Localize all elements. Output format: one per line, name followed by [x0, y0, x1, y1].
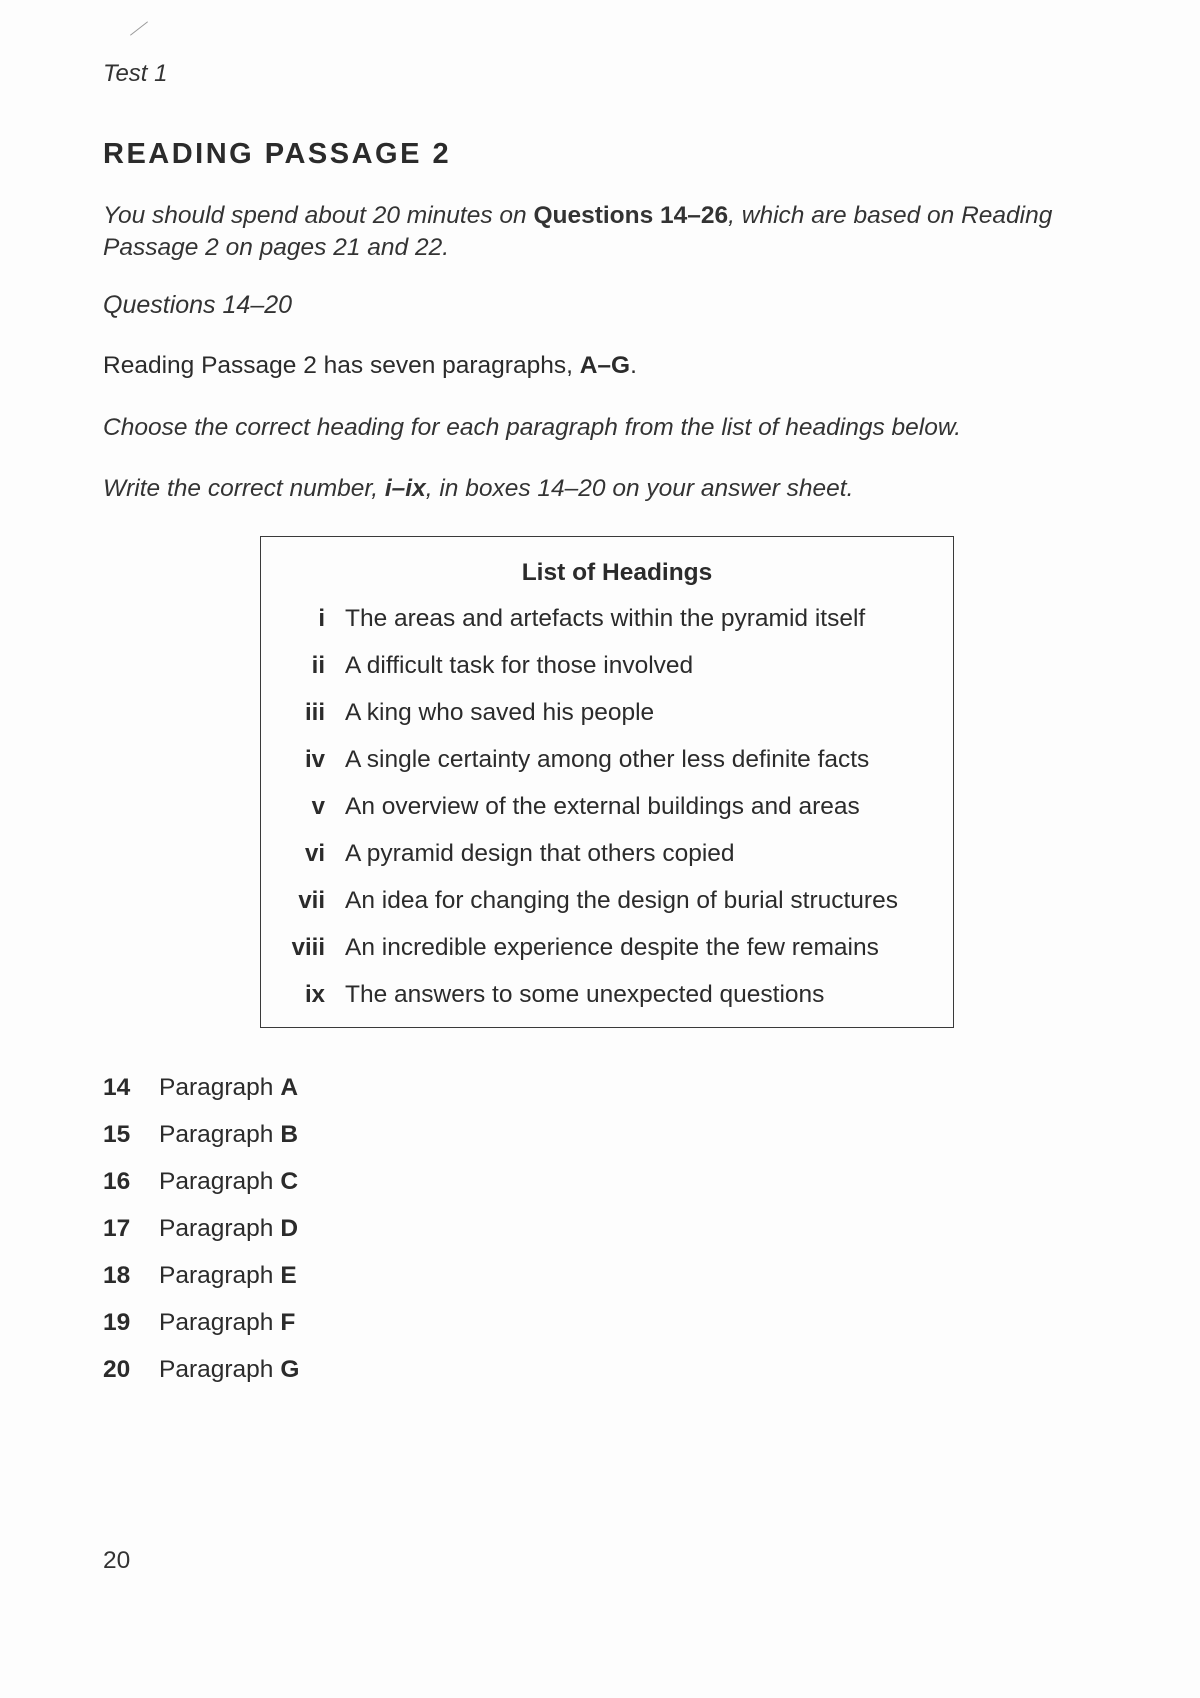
- heading-numeral: ix: [304, 981, 325, 1008]
- heading-text: The areas and artefacts within the pyramid itself: [345, 605, 866, 632]
- page-number: 20: [103, 1547, 131, 1574]
- question-letter: E: [280, 1262, 297, 1289]
- heading-text: A pyramid design that others copied: [345, 840, 735, 867]
- question-label: Paragraph: [159, 1356, 274, 1383]
- question-letter: G: [280, 1356, 300, 1383]
- intro-paragraph: [103, 200, 1113, 264]
- question-label: Paragraph: [159, 1215, 274, 1242]
- question-label: Paragraph: [159, 1262, 274, 1289]
- question-number: 19: [103, 1309, 131, 1336]
- question-letter: F: [280, 1309, 296, 1336]
- headings-box-title: List of Headings: [521, 559, 713, 586]
- question-number: 14: [103, 1074, 131, 1101]
- instruction-1-text: Reading Passage 2 has seven paragraphs,: [103, 352, 580, 379]
- intro-text-1: You should spend about 20 minutes on: [103, 202, 534, 229]
- heading-item: [261, 934, 898, 981]
- question-letter: C: [280, 1168, 299, 1195]
- heading-text: An idea for changing the design of burial structures: [345, 887, 898, 914]
- heading-item: [261, 981, 898, 1028]
- question-item: [103, 1074, 299, 1121]
- heading-numeral: vii: [298, 887, 325, 914]
- question-number: 18: [103, 1262, 131, 1289]
- instruction-choose-heading: Choose the correct heading for each paragraph from the list of headings below.: [103, 414, 962, 441]
- intro-bold: Questions 14–26: [533, 202, 729, 229]
- questions-list: [103, 1074, 299, 1403]
- question-number: 17: [103, 1215, 131, 1242]
- question-label: Paragraph: [159, 1121, 274, 1148]
- running-head: Test 1: [103, 60, 168, 87]
- question-label: Paragraph: [159, 1074, 274, 1101]
- question-item: [103, 1262, 299, 1309]
- instruction-1-bold: A–G: [579, 352, 631, 379]
- question-range: Questions 14–20: [103, 291, 293, 319]
- question-item: [103, 1356, 299, 1403]
- question-number: 15: [103, 1121, 131, 1148]
- heading-item: [261, 793, 898, 840]
- question-item: [103, 1121, 299, 1168]
- heading-numeral: v: [311, 793, 325, 820]
- scan-mark: [130, 21, 148, 35]
- heading-text: An incredible experience despite the few remains: [345, 934, 879, 961]
- page-title: READING PASSAGE 2: [103, 138, 452, 170]
- question-label: Paragraph: [159, 1309, 274, 1336]
- question-number: 16: [103, 1168, 131, 1195]
- heading-item: [261, 746, 898, 793]
- heading-numeral: vi: [304, 840, 325, 867]
- heading-numeral: iv: [304, 746, 325, 773]
- heading-numeral: ii: [311, 652, 325, 679]
- question-item: [103, 1215, 299, 1262]
- heading-numeral: iii: [304, 699, 325, 726]
- question-letter: B: [280, 1121, 299, 1148]
- heading-text: The answers to some unexpected questions: [345, 981, 825, 1008]
- heading-item: [261, 887, 898, 934]
- question-number: 20: [103, 1356, 131, 1383]
- heading-text: A single certainty among other less definite facts: [345, 746, 870, 773]
- instruction-3-text-2: , in boxes 14–20 on your answer sheet.: [425, 475, 854, 502]
- heading-item: [261, 652, 898, 699]
- instruction-3-text-1: Write the correct number,: [103, 475, 385, 502]
- question-item: [103, 1309, 299, 1356]
- instruction-paragraphs: [103, 352, 637, 380]
- question-label: Paragraph: [159, 1168, 274, 1195]
- instruction-3-bold: i–ix: [384, 475, 426, 502]
- heading-item: [261, 699, 898, 746]
- question-item: [103, 1168, 299, 1215]
- question-letter: A: [280, 1074, 299, 1101]
- headings-list: [261, 605, 898, 1028]
- heading-item: [261, 840, 898, 887]
- heading-item: [261, 605, 898, 652]
- heading-numeral: viii: [291, 934, 325, 961]
- question-letter: D: [280, 1215, 299, 1242]
- heading-numeral: i: [318, 605, 325, 632]
- instruction-write-number: [103, 475, 853, 503]
- instruction-1-end: .: [630, 352, 637, 379]
- heading-text: A king who saved his people: [345, 699, 655, 726]
- list-of-headings-box: [260, 536, 954, 1028]
- heading-text: An overview of the external buildings and areas: [345, 793, 860, 820]
- heading-text: A difficult task for those involved: [345, 652, 694, 679]
- intro-text-2: , which are based on Reading Passage 2 on pages 21 and 22.: [103, 202, 1053, 261]
